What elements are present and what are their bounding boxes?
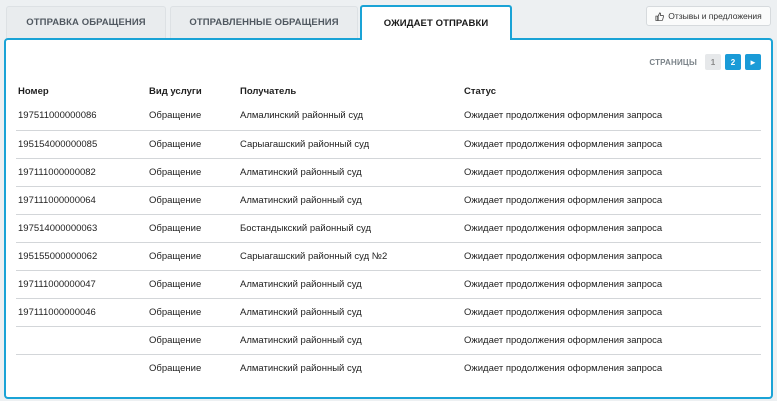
cell-service: Обращение (147, 130, 238, 158)
cell-status: Ожидает продолжения оформления запроса (462, 186, 761, 214)
cell-number (16, 354, 147, 382)
page-1-button[interactable]: 1 (705, 54, 721, 70)
cell-recipient: Алматинский районный суд (238, 158, 462, 186)
header-number: Номер (18, 85, 49, 97)
next-page-button[interactable]: ► (745, 54, 761, 70)
table-row[interactable] (16, 242, 761, 270)
cell-number: 197514000000063 (16, 214, 147, 242)
cell-recipient: Алматинский районный суд (238, 270, 462, 298)
tab-sent-appeals[interactable]: ОТПРАВЛЕННЫЕ ОБРАЩЕНИЯ (170, 6, 358, 38)
cell-status: Ожидает продолжения оформления запроса (462, 158, 761, 186)
cell-number: 197111000000047 (16, 270, 147, 298)
cell-status: Ожидает продолжения оформления запроса (462, 130, 761, 158)
table-row[interactable] (16, 158, 761, 186)
cell-status: Ожидает продолжения оформления запроса (462, 214, 761, 242)
cell-status: Ожидает продолжения оформления запроса (462, 298, 761, 326)
cell-service: Обращение (147, 270, 238, 298)
appeals-panel (4, 38, 773, 399)
cell-status: Ожидает продолжения оформления запроса (462, 354, 761, 382)
cell-service: Обращение (147, 326, 238, 354)
cell-service: Обращение (149, 110, 202, 122)
tab-send-appeal[interactable]: ОТПРАВКА ОБРАЩЕНИЯ (6, 6, 166, 38)
tab-awaiting-send[interactable]: ОЖИДАЕТ ОТПРАВКИ (360, 5, 512, 40)
table-row[interactable] (16, 270, 761, 298)
cell-number: 197111000000046 (16, 298, 147, 326)
table-row[interactable] (16, 326, 761, 354)
cell-recipient: Сарыагашский районный суд (238, 130, 462, 158)
appeals-table (16, 80, 761, 382)
pagination (649, 54, 761, 70)
feedback-label: Отзывы и предложения (668, 11, 762, 21)
cell-recipient: Алматинский районный суд (238, 326, 462, 354)
cell-service: Обращение (147, 158, 238, 186)
cell-recipient: Алматинский районный суд (238, 354, 462, 382)
cell-number: 195154000000085 (16, 130, 147, 158)
cell-status: Ожидает продолжения оформления запроса (462, 326, 761, 354)
header-recipient: Получатель (240, 85, 297, 97)
cell-number: 197111000000082 (16, 158, 147, 186)
table-row[interactable] (16, 186, 761, 214)
table-row[interactable] (16, 298, 761, 326)
table-row[interactable] (16, 102, 761, 130)
table-row[interactable] (16, 214, 761, 242)
cell-number: 197111000000064 (16, 186, 147, 214)
thumbs-up-icon (655, 12, 664, 21)
cell-service: Обращение (147, 298, 238, 326)
table-row[interactable] (16, 130, 761, 158)
header-status: Статус (464, 85, 497, 97)
page-2-button[interactable]: 2 (725, 54, 741, 70)
cell-service: Обращение (147, 214, 238, 242)
cell-service: Обращение (147, 242, 238, 270)
cell-number: 195155000000062 (16, 242, 147, 270)
header-service: Вид услуги (149, 85, 202, 97)
cell-number (16, 326, 147, 354)
feedback-button[interactable] (646, 6, 771, 26)
cell-status: Ожидает продолжения оформления запроса (464, 110, 663, 122)
cell-status: Ожидает продолжения оформления запроса (462, 270, 761, 298)
cell-status: Ожидает продолжения оформления запроса (462, 242, 761, 270)
pagination-label: СТРАНИЦЫ (649, 57, 697, 67)
table-row[interactable] (16, 354, 761, 382)
cell-service: Обращение (147, 354, 238, 382)
cell-recipient: Алматинский районный суд (238, 186, 462, 214)
cell-recipient: Бостандыкский районный суд (238, 214, 462, 242)
table-header-row (16, 80, 761, 102)
cell-recipient: Алмалинский районный суд (240, 110, 364, 122)
cell-service: Обращение (147, 186, 238, 214)
cell-number: 197511000000086 (18, 110, 97, 122)
cell-recipient: Сарыагашский районный суд №2 (238, 242, 462, 270)
cell-recipient: Алматинский районный суд (238, 298, 462, 326)
